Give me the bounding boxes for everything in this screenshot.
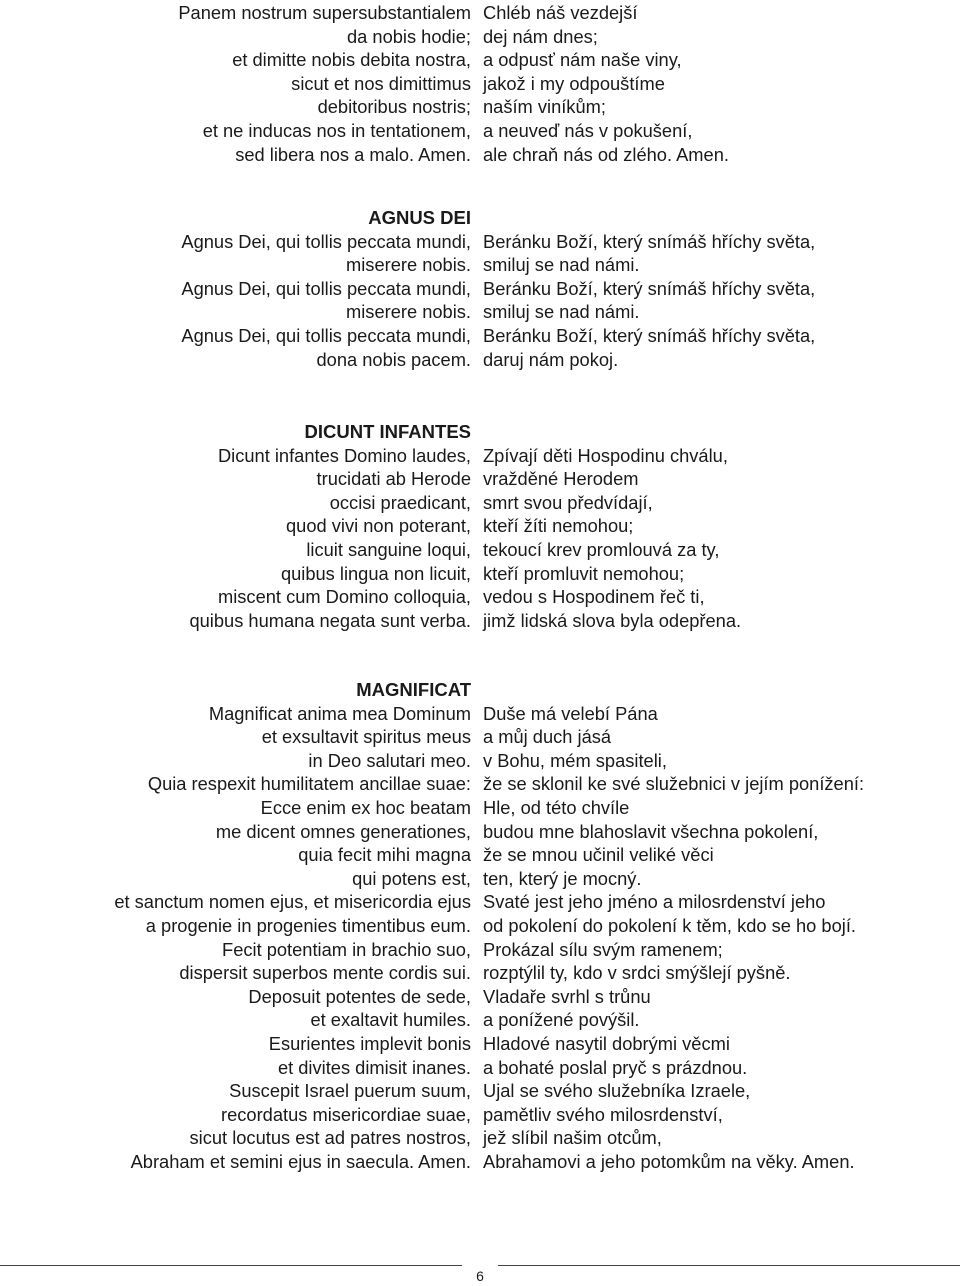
czech-line: Hle, od této chvíle [483, 797, 630, 818]
latin-line: Esurientes implevit bonis [268, 1033, 471, 1054]
latin-line: et dimitte nobis debita nostra, [232, 49, 471, 71]
czech-line: pamětliv svého milosrdenství, [483, 1103, 723, 1125]
latin-line: recordatus misericordiae suae, [221, 1103, 471, 1125]
latin-line: quibus lingua non licuit, [280, 562, 471, 584]
latin-line: Agnus Dei, qui tollis peccata mundi, [181, 325, 471, 346]
czech-line: a odpusť nám naše viny, [483, 49, 682, 71]
czech-line: vedou s Hospodinem řeč ti, [483, 586, 705, 608]
latin-line: Suscepit Israel puerum suum, [229, 1080, 471, 1102]
czech-line: ale chraň nás od zlého. Amen. [483, 143, 729, 165]
czech-line: jež slíbil našim otcům, [483, 1127, 662, 1149]
czech-line: Svaté jest jeho jméno a milosrdenství jeho [483, 891, 826, 913]
czech-line: dej nám dnes; [483, 25, 598, 47]
latin-line: occisi praedicant, [329, 491, 471, 513]
czech-line: rozptýlil ty, kdo v srdci smýšlejí pyšně. [483, 962, 791, 984]
latin-line: miscent cum Domino colloquia, [218, 586, 471, 608]
latin-line: et divites dimisit inanes. [277, 1056, 471, 1078]
czech-line: že se mnou učinil veliké věci [483, 844, 714, 866]
czech-line: Hladové nasytil dobrými věcmi [483, 1033, 730, 1054]
latin-line: Abraham et semini ejus in saecula. Amen. [130, 1151, 471, 1172]
latin-line: dispersit superbos mente cordis sui. [179, 962, 471, 984]
latin-line: licuit sanguine loqui, [306, 539, 471, 560]
czech-line: Ujal se svého služebníka Izraele, [483, 1080, 751, 1102]
czech-line: jimž lidská slova byla odepřena. [483, 609, 742, 631]
latin-line: miserere nobis. [346, 254, 471, 276]
latin-line: me dicent omnes generationes, [215, 820, 471, 842]
latin-line: sicut et nos dimittimus [291, 72, 471, 94]
latin-line: da nobis hodie; [346, 25, 471, 47]
czech-line: naším viníkům; [483, 96, 606, 118]
latin-line: Magnificat anima mea Dominum [208, 702, 471, 724]
czech-line: vražděné Herodem [483, 468, 639, 490]
section-title: DICUNT INFANTES [304, 421, 471, 442]
latin-line: trucidati ab Herode [316, 468, 471, 490]
czech-line: budou mne blahoslavit všechna pokolení, [483, 820, 819, 842]
latin-line: Fecit potentiam in brachio suo, [222, 938, 471, 960]
czech-line: že se sklonil ke své služebnici v jejím ponížení: [483, 773, 865, 795]
czech-line: a neuveď nás v pokušení, [483, 120, 693, 141]
latin-line: a progenie in progenies timentibus eum. [145, 915, 471, 936]
latin-line: quod vivi non poterant, [286, 515, 471, 537]
czech-line: od pokolení do pokolení k těm, kdo se ho bojí. [483, 915, 856, 936]
latin-line: in Deo salutari meo. [308, 749, 471, 771]
latin-line: quibus humana negata sunt verba. [189, 609, 471, 631]
czech-line: tekoucí krev promlouvá za ty, [483, 539, 720, 560]
latin-line: sicut locutus est ad patres nostros, [189, 1127, 471, 1149]
latin-line: et exaltavit humiles. [310, 1009, 471, 1031]
czech-line: a můj duch jásá [483, 726, 612, 748]
czech-line: Beránku Boží, který snímáš hříchy světa, [483, 325, 816, 346]
czech-line: Abrahamovi a jeho potomkům na věky. Amen. [483, 1151, 855, 1172]
czech-line: smiluj se nad námi. [483, 301, 640, 323]
czech-line: Vladaře svrhl s trůnu [483, 985, 651, 1007]
czech-line: Chléb náš vezdejší [483, 2, 638, 23]
czech-line: Duše má velebí Pána [483, 702, 658, 724]
czech-line: jakož i my odpouštíme [483, 72, 665, 94]
latin-line: Ecce enim ex hoc beatam [260, 797, 471, 818]
latin-line: et ne inducas nos in tentationem, [202, 120, 471, 141]
czech-line: v Bohu, mém spasiteli, [483, 749, 667, 771]
latin-line: sed libera nos a malo. Amen. [235, 143, 471, 165]
latin-line: qui potens est, [352, 867, 471, 889]
czech-line: ten, který je mocný. [483, 867, 642, 889]
czech-line: kteří žíti nemohou; [483, 515, 634, 537]
latin-line: et sanctum nomen ejus, et misericordia ejus [114, 891, 471, 913]
latin-line: Agnus Dei, qui tollis peccata mundi, [181, 277, 471, 299]
czech-line: Prokázal sílu svým ramenem; [483, 938, 723, 960]
czech-line: Zpívají děti Hospodinu chválu, [483, 444, 728, 466]
czech-line: smrt svou předvídají, [483, 491, 653, 513]
latin-line: debitoribus nostris; [317, 96, 471, 118]
latin-line: Quia respexit humilitatem ancillae suae: [147, 773, 471, 795]
latin-line: Panem nostrum supersubstantialem [178, 2, 471, 23]
latin-line: Agnus Dei, qui tollis peccata mundi, [181, 230, 471, 252]
latin-line: Deposuit potentes de sede, [248, 985, 471, 1007]
czech-line: Beránku Boží, který snímáš hříchy světa, [483, 277, 816, 299]
section-title: MAGNIFICAT [356, 679, 471, 700]
czech-line: Beránku Boží, který snímáš hříchy světa, [483, 230, 816, 252]
czech-line: a bohaté poslal pryč s prázdnou. [483, 1056, 748, 1078]
section-title: AGNUS DEI [368, 207, 471, 228]
czech-line: a ponížené povýšil. [483, 1009, 640, 1031]
page-number: 6 [476, 1268, 484, 1284]
czech-line: daruj nám pokoj. [483, 348, 619, 370]
latin-line: dona nobis pacem. [316, 348, 471, 370]
latin-line: miserere nobis. [346, 301, 471, 323]
latin-line: Dicunt infantes Domino laudes, [217, 444, 471, 466]
latin-line: et exsultavit spiritus meus [261, 726, 471, 748]
latin-line: quia fecit mihi magna [298, 844, 471, 866]
czech-line: smiluj se nad námi. [483, 254, 640, 276]
czech-line: kteří promluvit nemohou; [483, 562, 685, 584]
